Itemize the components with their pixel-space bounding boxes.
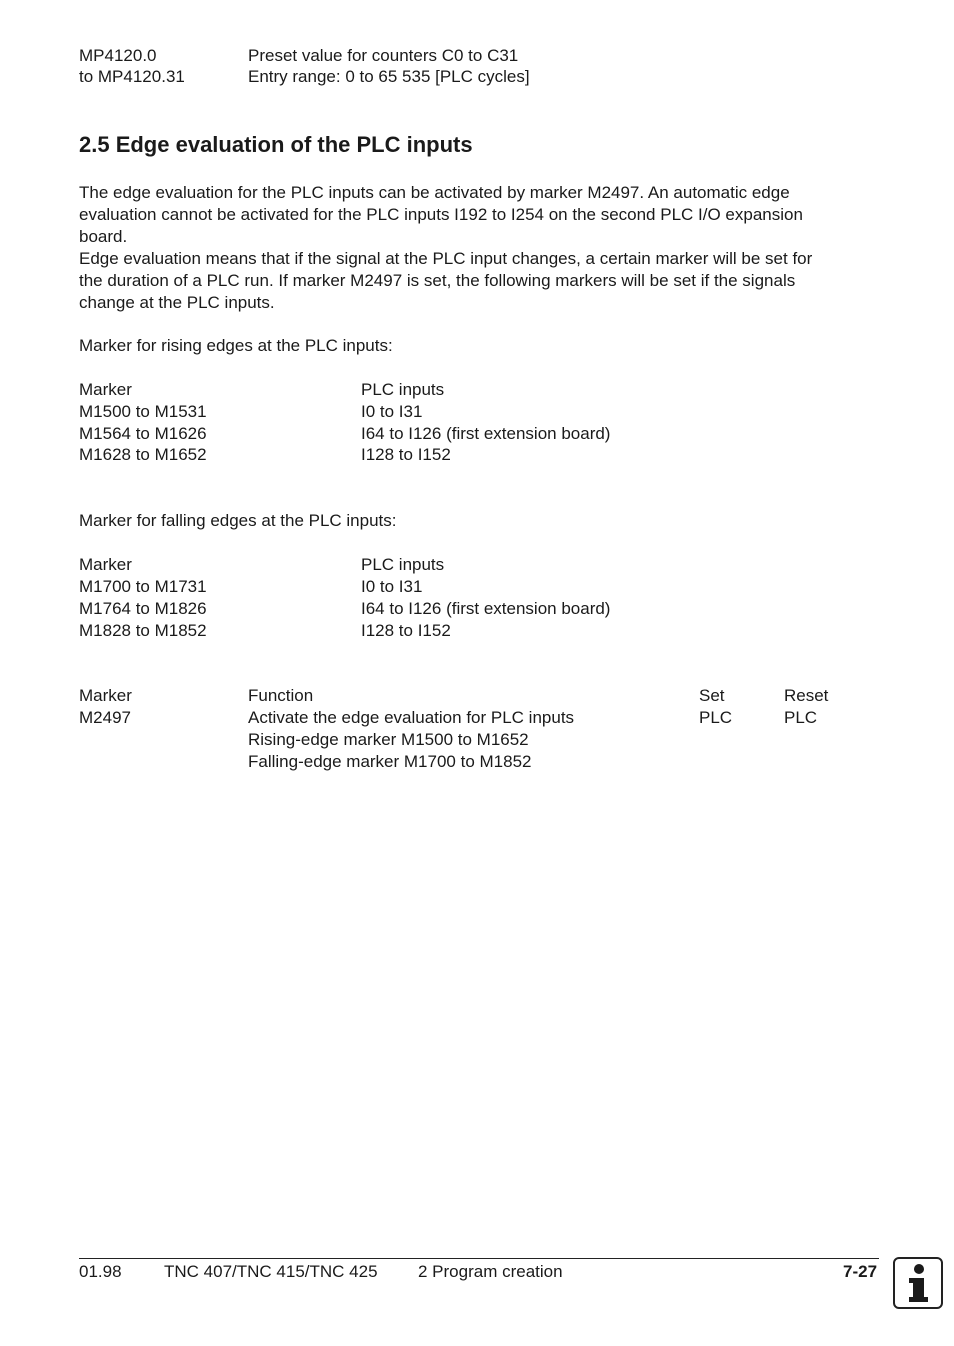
section-heading: 2.5 Edge evaluation of the PLC inputs xyxy=(79,132,473,157)
paragraph-line: change at the PLC inputs. xyxy=(79,293,275,312)
footer-product: TNC 407/TNC 415/TNC 425 xyxy=(164,1262,378,1281)
table-cell: M1764 to M1826 xyxy=(79,599,207,618)
func-row-reset: PLC xyxy=(784,708,818,727)
falling-intro: Marker for falling edges at the PLC inputs: xyxy=(79,511,397,530)
table-cell: I128 to I152 xyxy=(361,621,451,640)
func-header-set: Set xyxy=(699,686,725,705)
paragraph-line: board. xyxy=(79,227,128,246)
mp-text-2: Entry range: 0 to 65 535 [PLC cycles] xyxy=(248,67,530,86)
rising-header-marker: Marker xyxy=(79,380,132,399)
table-cell: I128 to I152 xyxy=(361,445,451,464)
table-cell: M1700 to M1731 xyxy=(79,577,207,596)
table-cell: I64 to I126 (first extension board) xyxy=(361,599,611,618)
footer-date: 01.98 xyxy=(79,1262,122,1281)
footer-divider xyxy=(79,1258,879,1259)
paragraph-line: the duration of a PLC run. If marker M2497 is set, the following markers will be set if the signals xyxy=(79,271,796,290)
paragraph-line: Edge evaluation means that if the signal at the PLC input changes, a certain marker will be set for xyxy=(79,249,813,268)
table-cell: M1828 to M1852 xyxy=(79,621,207,640)
paragraph-1 xyxy=(79,182,869,248)
paragraph-line: The edge evaluation for the PLC inputs can be activated by marker M2497. An automatic edge xyxy=(79,183,790,202)
table-cell: I0 to I31 xyxy=(361,402,423,421)
page-number: 7-27 xyxy=(843,1262,878,1281)
mp-label-2: to MP4120.31 xyxy=(79,67,185,86)
info-icon-glyph xyxy=(895,1259,941,1307)
falling-header-marker: Marker xyxy=(79,555,132,574)
table-cell: M1628 to M1652 xyxy=(79,445,207,464)
paragraph-2 xyxy=(79,248,869,314)
func-header-reset: Reset xyxy=(784,686,829,705)
rising-header-inputs: PLC inputs xyxy=(361,380,445,399)
paragraph-line: evaluation cannot be activated for the PLC inputs I192 to I254 on the second PLC I/O expansion xyxy=(79,205,803,224)
table-cell: I64 to I126 (first extension board) xyxy=(361,424,611,443)
func-row-function-line: Rising-edge marker M1500 to M1652 xyxy=(248,730,529,749)
footer-chapter: 2 Program creation xyxy=(418,1262,563,1281)
func-header-function: Function xyxy=(248,686,314,705)
func-row-marker: M2497 xyxy=(79,708,131,727)
mp-text-1: Preset value for counters C0 to C31 xyxy=(248,46,519,65)
func-header-marker: Marker xyxy=(79,686,132,705)
info-icon xyxy=(893,1257,943,1309)
mp-label-1: MP4120.0 xyxy=(79,46,157,65)
table-cell: M1564 to M1626 xyxy=(79,424,207,443)
func-row-set: PLC xyxy=(699,708,733,727)
table-cell: I0 to I31 xyxy=(361,577,423,596)
table-cell: M1500 to M1531 xyxy=(79,402,207,421)
rising-intro: Marker for rising edges at the PLC inputs: xyxy=(79,336,393,355)
falling-header-inputs: PLC inputs xyxy=(361,555,445,574)
func-row-function-line: Activate the edge evaluation for PLC inputs xyxy=(248,708,575,727)
func-row-function-line: Falling-edge marker M1700 to M1852 xyxy=(248,752,532,771)
